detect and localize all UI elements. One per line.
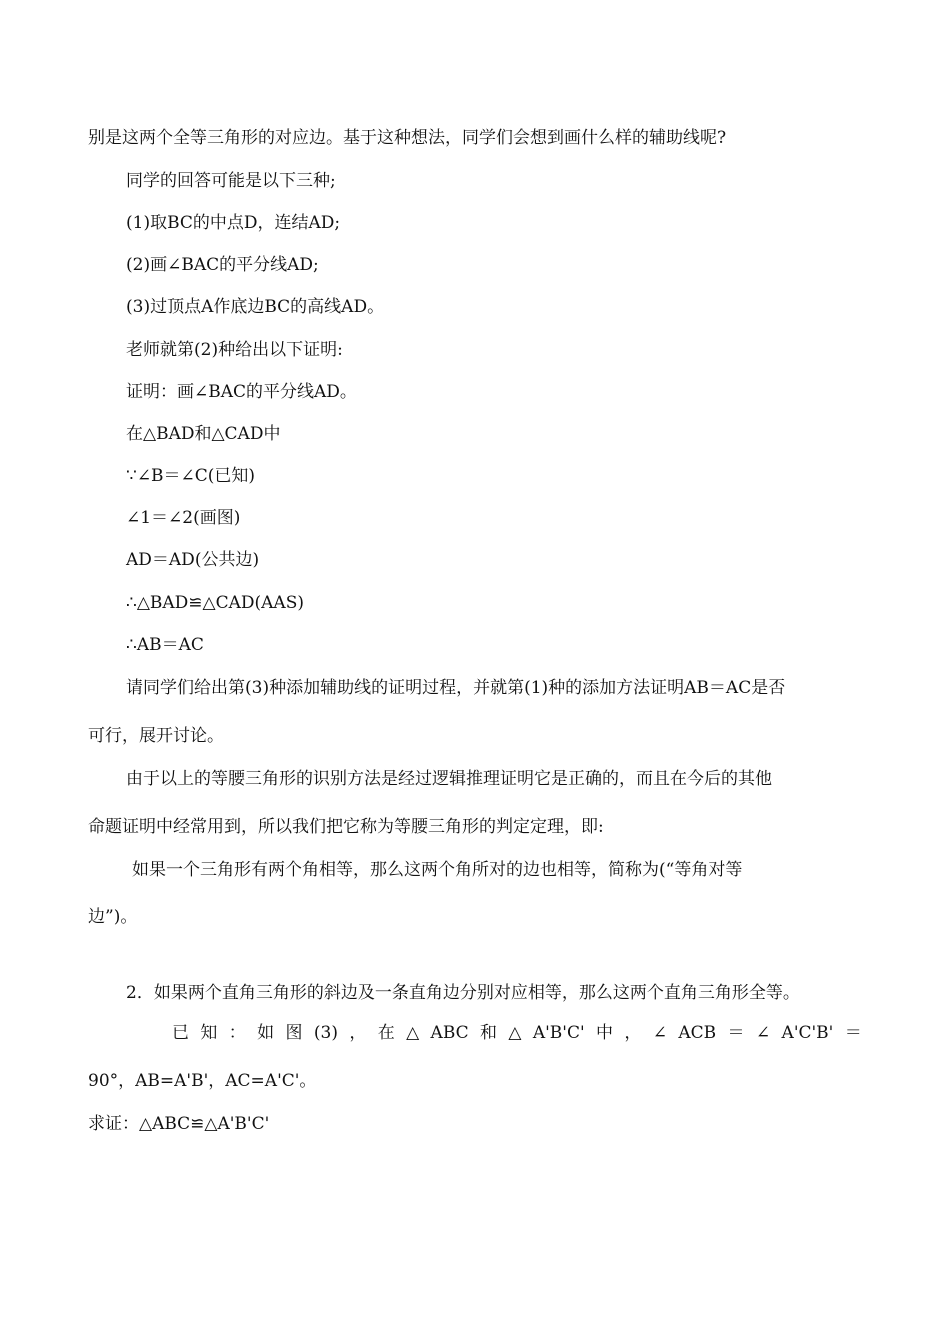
given-token: 如 <box>257 1023 275 1043</box>
given-token: ， <box>349 1023 367 1043</box>
paragraph-line: 命题证明中经常用到，所以我们把它称为等腰三角形的判定定理，即: <box>88 817 604 837</box>
given-token: ∠ <box>652 1023 668 1043</box>
proof-line: ∵∠B＝∠C(已知) <box>126 466 256 486</box>
prove-line: 求证：△ABC≌△A'B'C' <box>88 1114 270 1134</box>
given-token: △ <box>508 1023 522 1043</box>
given-token: △ <box>406 1023 420 1043</box>
list-item: (2)画∠BAC的平分线AD; <box>126 255 319 275</box>
given-token: ＝ <box>844 1023 862 1043</box>
given-token: 中 <box>596 1023 614 1043</box>
given-token: ACB <box>678 1023 717 1043</box>
given-token: 在 <box>377 1023 395 1043</box>
given-token: A'C'B' <box>781 1023 834 1043</box>
list-item: (1)取BC的中点D，连结AD; <box>126 213 341 233</box>
proof-line: ∴AB＝AC <box>126 635 204 655</box>
given-token: ＝ <box>727 1023 745 1043</box>
proof-line: ∴△BAD≌△CAD(AAS) <box>126 593 304 613</box>
paragraph-line: 由于以上的等腰三角形的识别方法是经过逻辑推理证明它是正确的，而且在今后的其他 <box>126 769 772 789</box>
given-token: ABC <box>430 1023 469 1043</box>
given-token: 知 <box>200 1023 218 1043</box>
paragraph-line: 可行，展开讨论。 <box>88 726 224 746</box>
proof-line: 在△BAD和△CAD中 <box>126 424 281 444</box>
list-item: (3)过顶点A作底边BC的高线AD。 <box>126 297 385 317</box>
given-token: 图 <box>285 1023 303 1043</box>
given-line <box>172 1022 862 1044</box>
theorem-heading: 2．如果两个直角三角形的斜边及一条直角边分别对应相等，那么这两个直角三角形全等。 <box>126 983 800 1003</box>
theorem-line: 边”)。 <box>88 907 138 927</box>
given-token: ∠ <box>755 1023 771 1043</box>
proof-line: 证明：画∠BAC的平分线AD。 <box>126 382 357 402</box>
given-token: 已 <box>172 1023 189 1043</box>
given-token: ： <box>228 1023 246 1043</box>
given-token: (3) <box>313 1023 338 1043</box>
given-line-continued: 90°，AB=A'B'，AC=A'C'。 <box>88 1071 317 1091</box>
proof-line: ∠1＝∠2(画图) <box>126 508 241 528</box>
paragraph-line: 请同学们给出第(3)种添加辅助线的证明过程，并就第(1)种的添加方法证明AB＝AC是否 <box>126 678 786 698</box>
given-token: ， <box>624 1023 642 1043</box>
paragraph-line: 老师就第(2)种给出以下证明: <box>126 340 343 360</box>
paragraph-line: 同学的回答可能是以下三种; <box>126 171 336 191</box>
proof-line: AD＝AD(公共边) <box>126 550 260 570</box>
given-token: A'B'C' <box>532 1023 585 1043</box>
paragraph-line: 别是这两个全等三角形的对应边。基于这种想法，同学们会想到画什么样的辅助线呢? <box>88 128 727 148</box>
theorem-line: 如果一个三角形有两个角相等，那么这两个角所对的边也相等，简称为(“等角对等 <box>132 860 743 880</box>
given-token: 和 <box>480 1023 498 1043</box>
